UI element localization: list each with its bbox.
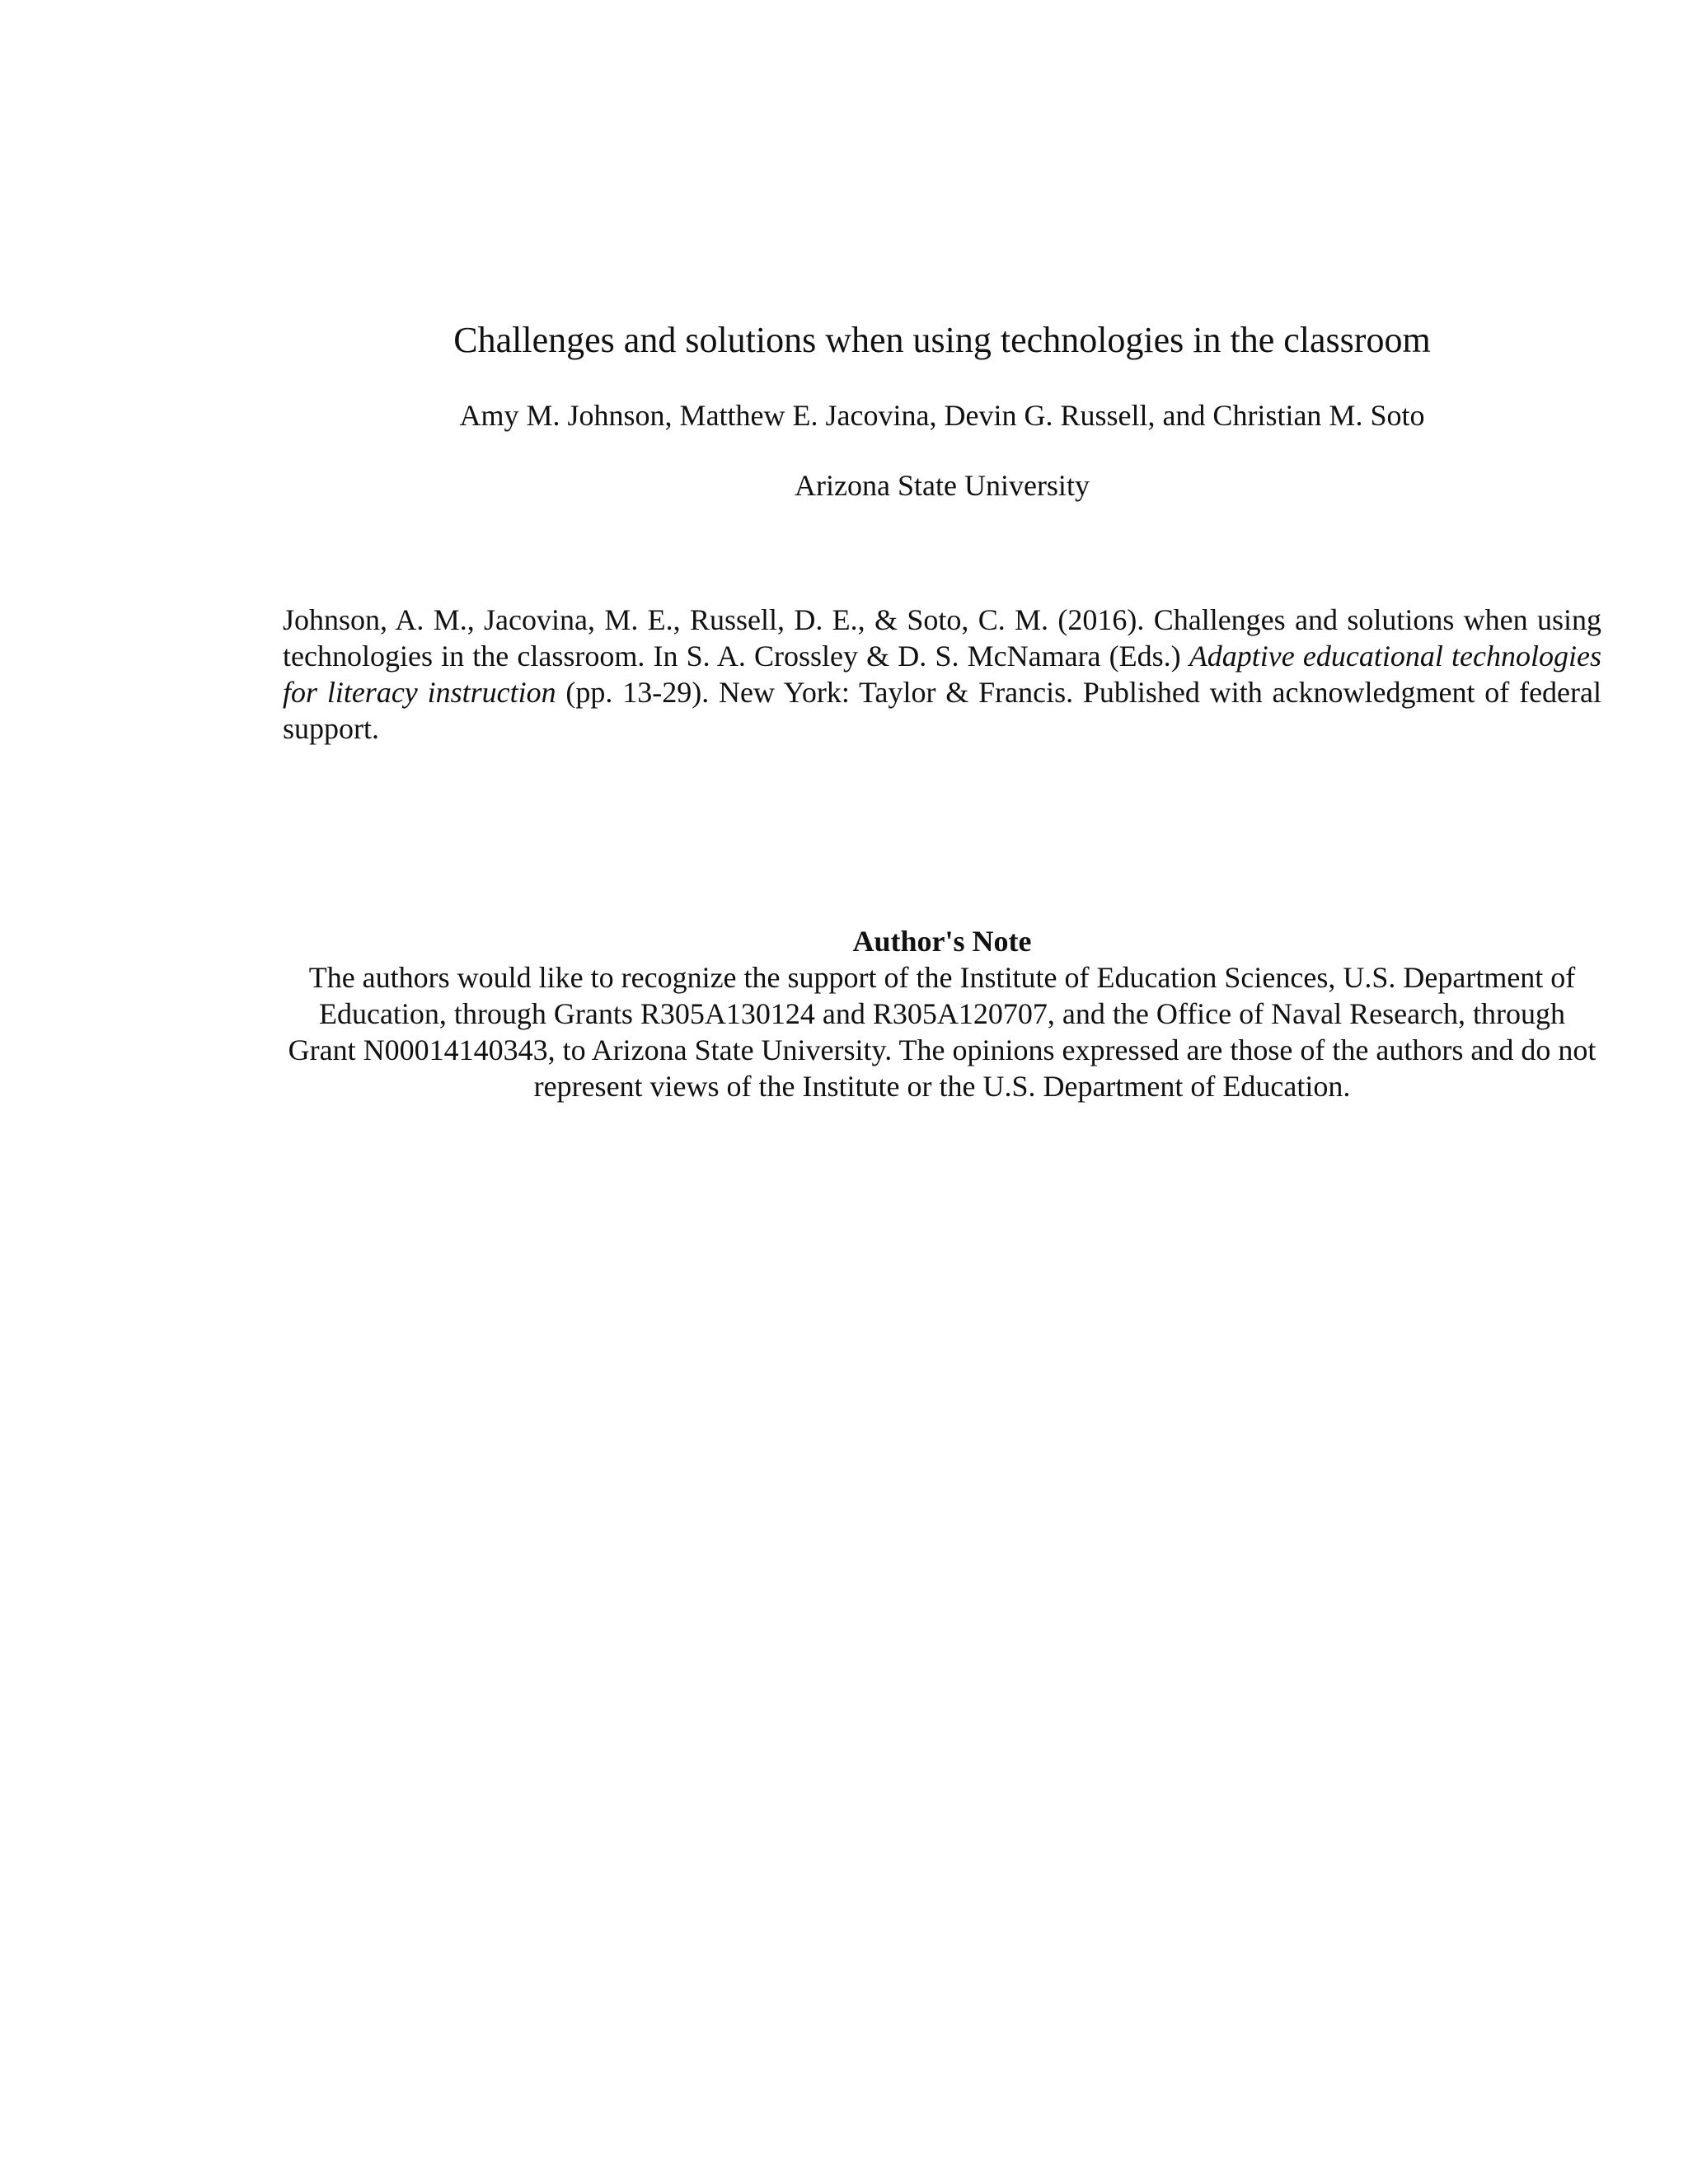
citation-book-title: Adaptive educational technologies for literacy instruction (283, 640, 1601, 709)
citation-paragraph (283, 602, 1601, 747)
citation-text-start: Johnson, A. M., Jacovina, M. E., Russell, D. E., & Soto, C. M. (2016). Challenges and solutions when using technologies in the classroom. In S. A. Crossley & D. S. McNamara (Eds.) (283, 603, 1601, 673)
author-note-heading: Author's Note (852, 925, 1032, 958)
document-title: Challenges and solutions when using technologies in the classroom (453, 320, 1431, 360)
author-list: Amy M. Johnson, Matthew E. Jacovina, Devin G. Russell, and Christian M. Soto (459, 399, 1425, 432)
author-note-body: The authors would like to recognize the support of the Institute of Education Sciences, U.S. Department of Education, through Grants R305A130124 and R305A120707, and the Office of Naval Research, through Grant N00014140343, to Arizona State University. The opinions expressed are those of the authors and do not represent views of the Institute or the U.S. Department of Education. (288, 961, 1597, 1103)
citation-text-end: (pp. 13-29). New York: Taylor & Francis. Published with acknowledgment of federal support. (283, 676, 1601, 745)
affiliation: Arizona State University (795, 469, 1090, 502)
